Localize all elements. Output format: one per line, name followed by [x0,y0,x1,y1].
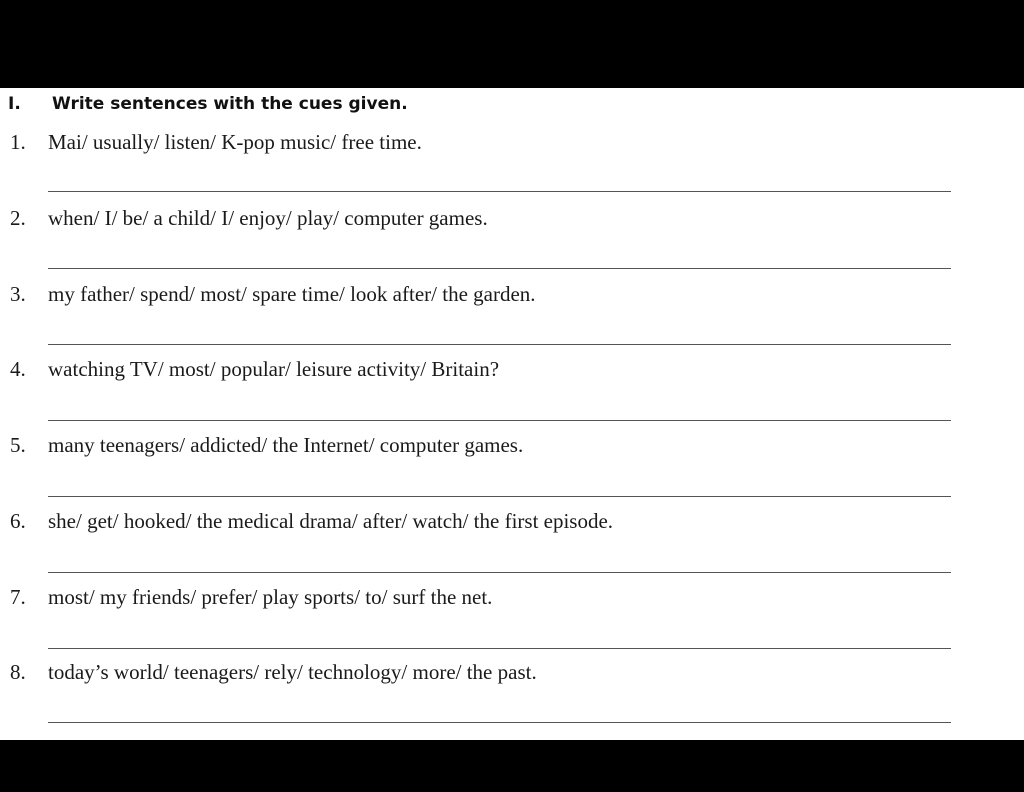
top-black-bar [0,0,1024,88]
item-cue: most/ my friends/ prefer/ play sports/ to/ surf the net. [48,585,493,609]
answer-line-5[interactable] [48,496,951,497]
exercise-number: I. [8,94,21,114]
item-number: 2. [10,206,26,230]
item-cue: Mai/ usually/ listen/ K-pop music/ free time. [48,130,422,154]
answer-line-8[interactable] [48,722,951,723]
item-cue: watching TV/ most/ popular/ leisure activity/ Britain? [48,357,500,381]
item-number: 5. [10,433,26,457]
answer-line-2[interactable] [48,268,951,269]
answer-line-3[interactable] [48,344,951,345]
item-cue: she/ get/ hooked/ the medical drama/ after/ watch/ the first episode. [48,509,614,533]
item-cue: when/ I/ be/ a child/ I/ enjoy/ play/ computer games. [48,206,488,230]
item-cue: my father/ spend/ most/ spare time/ look after/ the garden. [48,282,536,306]
answer-line-4[interactable] [48,420,951,421]
worksheet-page [0,88,1024,740]
exercise-instruction: Write sentences with the cues given. [52,94,408,114]
item-number: 3. [10,282,26,306]
exercise-heading [4,94,408,114]
item-number: 1. [10,130,26,154]
bottom-black-bar [0,740,1024,792]
item-cue: many teenagers/ addicted/ the Internet/ computer games. [48,433,524,457]
item-number: 8. [10,660,26,684]
item-cue: today’s world/ teenagers/ rely/ technology/ more/ the past. [48,660,537,684]
item-number: 7. [10,585,26,609]
item-number: 4. [10,357,26,381]
item-number: 6. [10,509,26,533]
answer-line-7[interactable] [48,648,951,649]
answer-line-6[interactable] [48,572,951,573]
answer-line-1[interactable] [48,191,951,192]
